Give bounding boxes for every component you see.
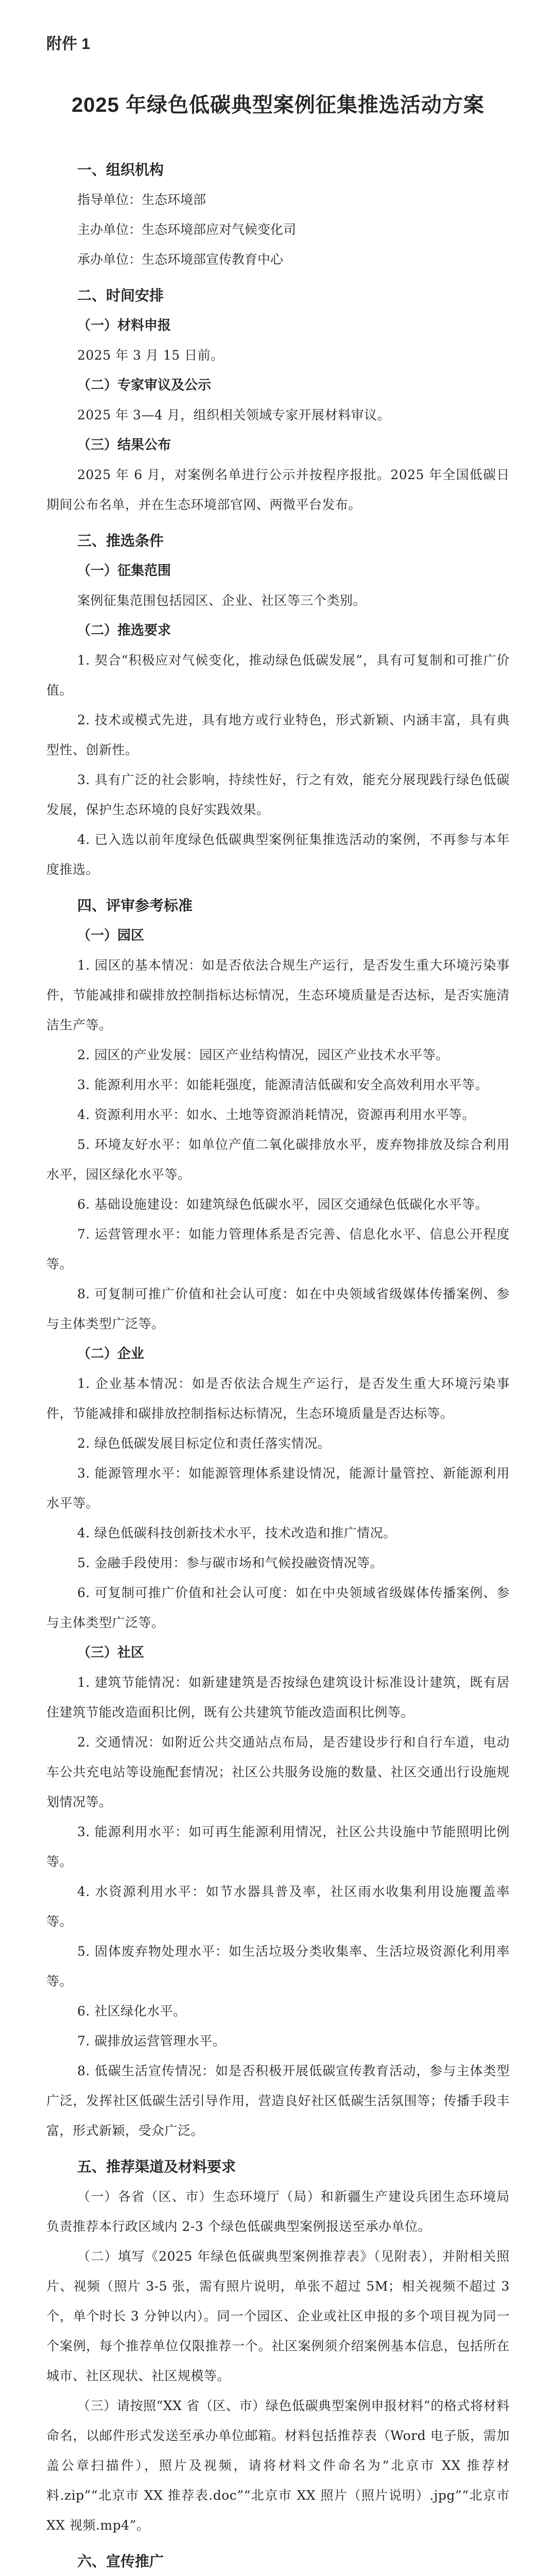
- paragraph: 2025 年 3—4 月，组织相关领域专家开展材料审议。: [77, 408, 391, 422]
- paragraph: （一）各省（区、市）生态环境厅（局）和新疆生产建设兵团生态环境局负责推荐本行政区域内 2-3 个绿色低碳典型案例报送至承办单位。: [46, 2189, 510, 2234]
- section-heading: 六、宣传推广: [77, 2553, 164, 2569]
- page-title: 2025 年绿色低碳典型案例征集推选活动方案: [71, 94, 485, 116]
- list-item: 2. 绿色低碳发展目标定位和责任落实情况。: [77, 1436, 331, 1451]
- org-line: 主办单位：生态环境部应对气候变化司: [77, 222, 297, 237]
- list-item: 6. 可复制可推广价值和社会认可度：如在中央领域省级媒体传播案例、参与主体类型广泛等。: [46, 1585, 510, 1630]
- subsection-heading: （三）社区: [77, 1645, 145, 1660]
- list-item: 4. 资源利用水平：如水、土地等资源消耗情况，资源再利用水平等。: [77, 1107, 475, 1122]
- list-item: 3. 能源利用水平：如能耗强度，能源清洁低碳和安全高效利用水平等。: [77, 1077, 489, 1092]
- list-item: 6. 基础设施建设：如建筑绿色低碳水平，园区交通绿色低碳化水平等。: [77, 1197, 489, 1212]
- subsection-heading: （三）结果公布: [77, 437, 171, 453]
- list-item: 6. 社区绿化水平。: [77, 2004, 186, 2019]
- list-item: 2. 交通情况：如附近公共交通站点布局，是否建设步行和自行车道，电动车公共充电站等设施配套情况；社区公共服务设施的数量、社区交通出行设施规划情况等。: [46, 1735, 510, 1809]
- paragraph: 2025 年 3 月 15 日前。: [77, 348, 224, 363]
- list-item: 1. 建筑节能情况：如新建建筑是否按绿色建筑设计标准设计建筑，既有居住建筑节能改造面积比例，既有公共建筑节能改造面积比例等。: [46, 1675, 510, 1720]
- list-item: 7. 碳排放运营管理水平。: [77, 2033, 226, 2048]
- list-item: 4. 绿色低碳科技创新技术水平，技术改造和推广情况。: [77, 1526, 396, 1540]
- section-heading: 一、组织机构: [77, 162, 164, 178]
- org-line: 承办单位：生态环境部宣传教育中心: [77, 252, 284, 267]
- paragraph: 案例征集范围包括园区、企业、社区等三个类别。: [77, 593, 367, 608]
- paragraph: （三）请按照“XX 省（区、市）绿色低碳典型案例申报材料”的格式将材料命名，以邮件形式发送至承办单位邮箱。材料包括推荐表（Word 电子版，需加盖公章扫描件），照片及视频，请将材料文件命名为“北京市 XX 推荐材料.zip”“北京市 XX 推荐表.doc”“北京市 XX 照片（照片说明）.jpg”“北京市 XX 视频.mp4”。: [46, 2398, 510, 2533]
- list-item: 1. 企业基本情况：如是否依法合规生产运行，是否发生重大环境污染事件，节能减排和碳排放控制指标达标情况，生态环境质量是否达标等。: [46, 1376, 510, 1421]
- list-item: 2. 园区的产业发展：园区产业结构情况，园区产业技术水平等。: [77, 1047, 449, 1062]
- list-item: 8. 低碳生活宣传情况：如是否积极开展低碳宣传教育活动，参与主体类型广泛，发挥社区低碳生活引导作用，营造良好社区低碳生活氛围等；传播手段丰富，形式新颖，受众广泛。: [46, 2063, 510, 2138]
- org-line: 指导单位：生态环境部: [77, 192, 206, 207]
- section-heading: 五、推荐渠道及材料要求: [77, 2159, 236, 2175]
- list-item: 5. 固体废弃物处理水平：如生活垃圾分类收集率、生活垃圾资源化利用率等。: [46, 1944, 510, 1989]
- paragraph: 2025 年 6 月，对案例名单进行公示并按程序报批。2025 年全国低碳日期间公布名单，并在生态环境部官网、两微平台发布。: [46, 467, 510, 512]
- list-item: 5. 金融手段使用：参与碳市场和气候投融资情况等。: [77, 1555, 384, 1570]
- list-item: 1. 园区的基本情况：如是否依法合规生产运行，是否发生重大环境污染事件，节能减排和碳排放控制指标达标情况，生态环境质量是否达标，是否实施清洁生产等。: [46, 958, 510, 1032]
- subsection-heading: （二）专家审议及公示: [77, 378, 212, 393]
- paragraph: （二）填写《2025 年绿色低碳典型案例推荐表》（见附表），并附相关照片、视频（照片 3-5 张，需有照片说明，单张不超过 5M；相关视频不超过 3 个，单个时长 3 分钟以内）。同一个园区、企业或社区申报的多个项目视为同一个案例，每个推荐单位仅限推荐一个。社区案例须介绍案例基本信息，包括所在城市、社区现状、社区规模等。: [46, 2249, 510, 2383]
- section-heading: 三、推选条件: [77, 533, 164, 549]
- subsection-heading: （二）企业: [77, 1346, 145, 1362]
- list-item: 3. 具有广泛的社会影响，持续性好，行之有效，能充分展现践行绿色低碳发展，保护生态环境的良好实践效果。: [46, 772, 510, 817]
- list-item: 4. 水资源利用水平：如节水器具普及率，社区雨水收集利用设施覆盖率等。: [46, 1884, 510, 1929]
- list-item: 4. 已入选以前年度绿色低碳典型案例征集推选活动的案例，不再参与本年度推选。: [46, 832, 510, 877]
- subsection-heading: （一）征集范围: [77, 563, 171, 579]
- list-item: 1. 契合“积极应对气候变化，推动绿色低碳发展”，具有可复制和可推广价值。: [46, 653, 510, 698]
- list-item: 7. 运营管理水平：如能力管理体系是否完善、信息化水平、信息公开程度等。: [46, 1227, 510, 1272]
- subsection-heading: （一）园区: [77, 928, 145, 943]
- subsection-heading: （一）材料申报: [77, 318, 171, 333]
- list-item: 8. 可复制可推广价值和社会认可度：如在中央领域省级媒体传播案例、参与主体类型广泛等。: [46, 1286, 510, 1331]
- list-item: 5. 环境友好水平：如单位产值二氧化碳排放水平，废弃物排放及综合利用水平，园区绿化水平等。: [46, 1137, 510, 1182]
- attachment-label: 附件 1: [46, 36, 91, 53]
- list-item: 3. 能源利用水平：如可再生能源利用情况，社区公共设施中节能照明比例等。: [46, 1824, 510, 1869]
- list-item: 2. 技术或模式先进，具有地方或行业特色，形式新颖、内涵丰富，具有典型性、创新性。: [46, 713, 510, 757]
- section-heading: 四、评审参考标准: [77, 897, 193, 913]
- document-body: [46, 31, 510, 2576]
- subsection-heading: （二）推选要求: [77, 623, 171, 638]
- list-item: 3. 能源管理水平：如能源管理体系建设情况，能源计量管控、新能源利用水平等。: [46, 1466, 510, 1511]
- section-heading: 二、时间安排: [77, 287, 164, 303]
